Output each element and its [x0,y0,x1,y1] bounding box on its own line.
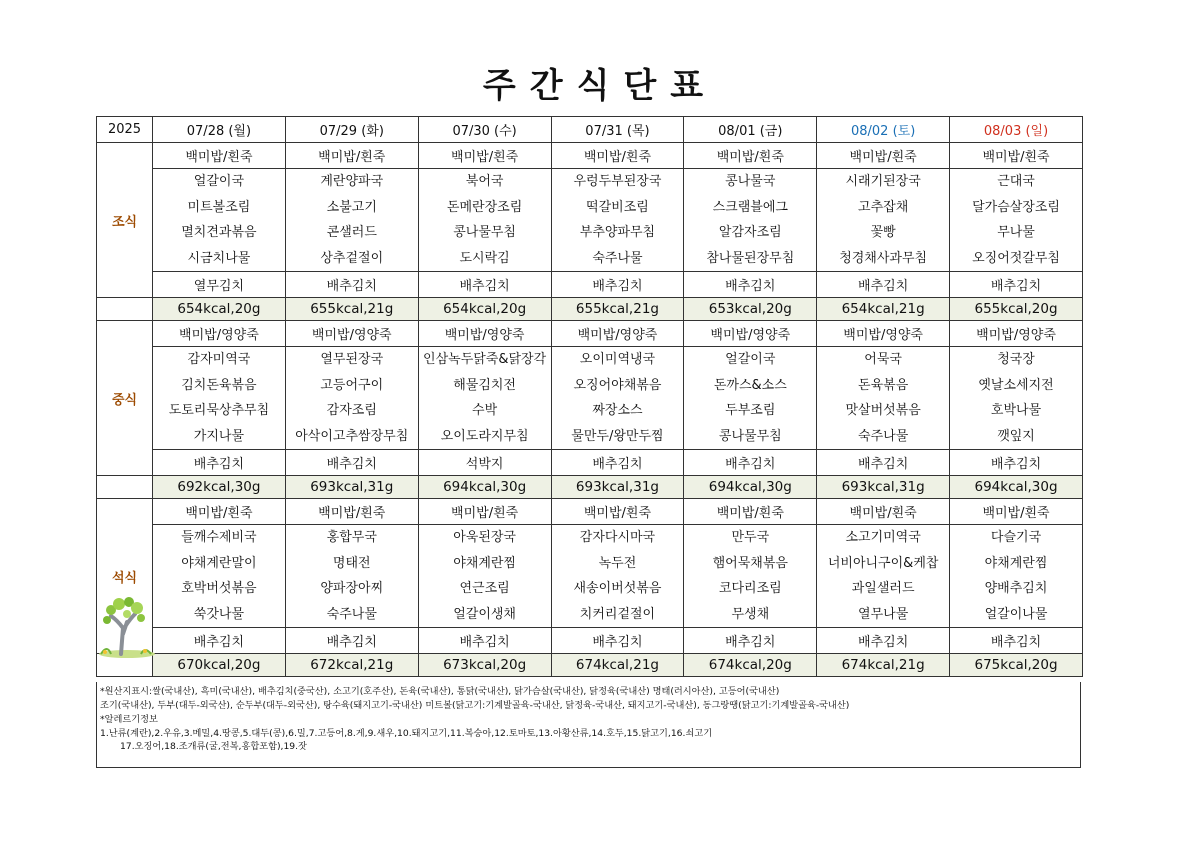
kcal-cell: 653kcal,20g [684,298,817,321]
rice-cell: 백미밥/영양죽 [684,321,817,347]
kimchi-cell: 배추김치 [418,628,551,654]
meal-label: 중식 [97,321,153,476]
dish-item: 소고기미역국 [845,530,921,545]
dish-item: 녹두전 [598,555,637,571]
dish-item: 근대국 [997,174,1035,189]
dish-item: 감자미역국 [187,352,251,367]
rice-cell: 백미밥/흰죽 [551,499,684,525]
rice-cell: 백미밥/흰죽 [817,143,950,169]
dish-cell [153,169,286,272]
rice-cell: 백미밥/영양죽 [950,321,1083,347]
kcal-cell: 674kcal,21g [551,654,684,677]
kcal-cell: 673kcal,20g [418,654,551,677]
dish-item: 명태전 [332,555,371,571]
dish-item: 오이도라지무침 [440,428,529,444]
dish-item: 감자조림 [326,403,377,418]
origin-note: *원산지표시:쌀(국내산), 흑미(국내산), 배추김치(중국산), 소고기(호주산), 돈육(국내산), 통닭(국내산), 닭가슴살(국내산), 닭정육(국내산) 명태(러시아산), 고등어(국내산) [100,686,780,697]
rice-cell: 백미밥/흰죽 [817,499,950,525]
rice-row [97,499,1083,525]
dish-cell [950,169,1083,272]
dish-cell [285,525,418,628]
dish-item: 과일샐러드 [851,581,915,596]
header-row [97,117,1083,143]
kcal-cell: 670kcal,20g [153,654,286,677]
kcal-cell: 674kcal,20g [684,654,817,677]
dishes-row [97,525,1083,628]
kcal-cell: 692kcal,30g [153,476,286,499]
dish-item: 가지나물 [193,428,245,444]
day-header-saturday: 08/02 (토) [817,117,950,143]
dish-item: 새송이버섯볶음 [573,581,662,596]
kimchi-cell: 열무김치 [153,272,286,298]
kcal-cell: 654kcal,20g [418,298,551,321]
dish-item: 콩나물무침 [453,225,516,240]
meal-label: 석식 [97,499,153,654]
kcal-cell: 693kcal,31g [817,476,950,499]
dish-item: 들깨수제비국 [181,530,257,545]
rice-cell: 백미밥/영양죽 [418,321,551,347]
dish-item: 계란양파국 [320,174,384,189]
kimchi-cell: 배추김치 [285,450,418,476]
kcal-cell: 655kcal,21g [551,298,684,321]
dish-cell [817,169,950,272]
dish-item: 시래기된장국 [845,174,921,189]
dish-item: 부추양파무침 [579,225,656,240]
dish-item: 떡갈비조림 [586,199,649,215]
notes-section [96,682,1081,768]
rice-cell: 백미밥/흰죽 [418,143,551,169]
rice-cell: 백미밥/흰죽 [950,143,1083,169]
rice-cell: 백미밥/영양죽 [551,321,684,347]
kcal-row [97,654,1083,677]
dish-item: 얼갈이국 [193,174,245,189]
rice-cell: 백미밥/흰죽 [153,143,286,169]
dish-item: 콩나물국 [725,174,776,189]
dish-item: 야채계란말이 [181,555,257,571]
kimchi-cell: 배추김치 [684,272,817,298]
dish-item: 아삭이고추쌈장무침 [295,428,409,444]
kimchi-cell: 배추김치 [817,450,950,476]
kcal-label-blank [97,298,153,321]
rice-cell: 백미밥/영양죽 [817,321,950,347]
kimchi-cell: 배추김치 [285,628,418,654]
rice-row [97,321,1083,347]
kcal-label-blank [97,476,153,499]
dishes-row [97,169,1083,272]
kimchi-cell: 배추김치 [950,272,1083,298]
dish-item: 물만두/왕만두찜 [571,428,664,444]
dish-item: 열무된장국 [320,352,384,367]
dish-item: 돈메란장조림 [446,199,523,215]
rice-cell: 백미밥/영양죽 [285,321,418,347]
day-header: 07/28 (월) [153,117,286,143]
dish-item: 꽃빵 [870,225,896,240]
dish-item: 홍합무국 [326,530,377,545]
kimchi-cell: 배추김치 [817,272,950,298]
dish-cell [418,169,551,272]
kimchi-cell: 배추김치 [950,628,1083,654]
kcal-row [97,476,1083,499]
dish-item: 김치돈육볶음 [181,377,257,393]
dish-cell [684,525,817,628]
dish-item: 치커리겉절이 [579,606,656,622]
dish-cell [551,525,684,628]
dish-cell [950,525,1083,628]
kimchi-cell: 배추김치 [551,272,684,298]
dish-item: 도토리묵상추무침 [168,403,270,418]
day-header: 07/31 (목) [551,117,684,143]
dish-item: 상추겉절이 [320,250,384,266]
dish-item: 돈까스&소스 [713,377,787,393]
rice-cell: 백미밥/흰죽 [684,143,817,169]
kimchi-cell: 배추김치 [817,628,950,654]
dish-item: 열무나물 [858,606,909,622]
kcal-cell: 654kcal,21g [817,298,950,321]
dish-item: 참나물된장무침 [706,250,795,266]
dish-item: 햄어묵채볶음 [712,555,788,571]
kimchi-row [97,628,1083,654]
dish-item: 돈육볶음 [858,377,909,393]
tree-illustration [97,594,155,658]
dish-item: 다슬기국 [990,530,1042,545]
dish-item: 양배추김치 [984,581,1048,596]
dish-item: 소불고기 [326,199,377,215]
dish-item: 숙주나물 [858,428,909,444]
dish-item: 감자다시마국 [579,530,656,545]
dish-item: 달가슴살장조림 [972,199,1060,215]
dish-cell [817,347,950,450]
dish-item: 무나물 [997,225,1035,240]
kcal-row [97,298,1083,321]
dish-item: 너비아니구이&케찹 [827,555,939,571]
dish-item: 수박 [472,403,498,418]
dish-item: 얼갈이국 [725,352,776,367]
meal-label: 조식 [97,143,153,298]
dish-cell [285,347,418,450]
rice-cell: 백미밥/흰죽 [950,499,1083,525]
dish-cell [950,347,1083,450]
weekly-menu-table [96,116,1083,677]
kcal-cell: 674kcal,21g [817,654,950,677]
dish-item: 만두국 [731,530,770,545]
rice-cell: 백미밥/흰죽 [153,499,286,525]
rice-cell: 백미밥/흰죽 [684,499,817,525]
dish-item: 아욱된장국 [453,530,516,545]
dish-item: 인삼녹두닭죽&닭장각 [423,352,547,367]
dish-item: 오이미역냉국 [579,352,656,367]
dish-item: 콘샐러드 [326,225,377,240]
day-header: 08/01 (금) [684,117,817,143]
kcal-cell: 694kcal,30g [950,476,1083,499]
dish-item: 얼갈이생채 [453,606,516,622]
kcal-cell: 675kcal,20g [950,654,1083,677]
dish-cell [418,525,551,628]
kimchi-cell: 배추김치 [418,272,551,298]
dish-item: 멸치견과볶음 [181,225,257,240]
kimchi-cell: 석박지 [418,450,551,476]
dish-item: 야채계란찜 [453,555,516,571]
rice-cell: 백미밥/흰죽 [418,499,551,525]
origin-note-continued: 조기(국내산), 두부(대두-외국산), 순두부(대두-외국산), 탕수육(돼지고기-국내산) 미트볼(닭고기:기계발골육-국내산, 닭정육-국내산, 돼지고기-국내산), 동그랑땡(닭고기:기계발골육-국내산) [100,700,850,712]
dish-item: 두부조림 [725,403,776,418]
year-cell: 2025 [97,117,153,143]
dish-item: 숙주나물 [592,250,643,266]
dish-item: 해물김치전 [453,377,516,393]
rice-cell: 백미밥/영양죽 [153,321,286,347]
dish-item: 야채계란찜 [984,555,1048,571]
kimchi-cell: 배추김치 [153,450,286,476]
dish-item: 콩나물무침 [718,428,782,444]
rice-cell: 백미밥/흰죽 [551,143,684,169]
dish-item: 무생채 [731,606,770,622]
dish-item: 맛살버섯볶음 [845,403,921,418]
kimchi-row [97,450,1083,476]
dish-cell [153,347,286,450]
dish-item: 코다리조림 [718,581,782,596]
kcal-cell: 672kcal,21g [285,654,418,677]
dish-cell [285,169,418,272]
kimchi-cell: 배추김치 [153,628,286,654]
allergy-list-continued: 17.오징어,18.조개류(굴,전복,홍합포함),19.잣 [120,740,307,752]
dish-item: 깻잎지 [997,428,1035,444]
dish-item: 스크램블에그 [712,199,788,215]
kimchi-cell: 배추김치 [950,450,1083,476]
kcal-cell: 655kcal,21g [285,298,418,321]
day-header: 07/30 (수) [418,117,551,143]
dish-cell [684,169,817,272]
dish-cell [551,169,684,272]
kimchi-cell: 배추김치 [684,450,817,476]
dish-cell [153,525,286,628]
dish-item: 호박버섯볶음 [181,581,257,596]
dish-item: 고등어구이 [320,377,384,393]
dish-item: 고추잡채 [858,199,909,215]
kimchi-cell: 배추김치 [684,628,817,654]
dish-item: 시금치나물 [187,250,251,266]
kcal-cell: 693kcal,31g [285,476,418,499]
rice-row [97,143,1083,169]
rice-cell: 백미밥/흰죽 [285,143,418,169]
dish-item: 오징어젓갈무침 [972,250,1060,266]
dish-item: 옛날소세지전 [978,377,1054,393]
page-title: 주간식단표 [482,66,718,106]
kcal-cell: 654kcal,20g [153,298,286,321]
kcal-cell: 693kcal,31g [551,476,684,499]
dish-item: 미트볼조림 [187,199,251,215]
kcal-cell: 694kcal,30g [684,476,817,499]
dish-item: 알감자조림 [718,225,782,240]
dish-item: 청국장 [997,352,1035,367]
dish-item: 쑥갓나물 [193,606,245,622]
kcal-cell: 655kcal,20g [950,298,1083,321]
dish-item: 오징어야채볶음 [573,377,662,393]
day-header: 07/29 (화) [285,117,418,143]
dish-cell [684,347,817,450]
kimchi-cell: 배추김치 [551,450,684,476]
kimchi-row [97,272,1083,298]
kimchi-cell: 배추김치 [285,272,418,298]
dish-item: 어묵국 [864,352,902,367]
kimchi-cell: 배추김치 [551,628,684,654]
dish-item: 북어국 [465,174,504,189]
dish-cell [418,347,551,450]
dish-item: 짜장소스 [592,403,643,418]
dish-cell [817,525,950,628]
kcal-cell: 694kcal,30g [418,476,551,499]
dish-item: 호박나물 [990,403,1042,418]
dish-item: 얼갈이나물 [984,606,1048,622]
dish-item: 연근조림 [459,581,510,596]
dishes-row [97,347,1083,450]
allergy-list: 1.난류(계란),2.우유,3.메밀,4.땅콩,5.대두(콩),6.밀,7.고등어,8.게,9.새우,10.돼지고기,11.복숭아,12.토마토,13.아황산류,14.호두,15.닭고기,16.쇠고기 [100,727,713,739]
rice-cell: 백미밥/흰죽 [285,499,418,525]
dish-item: 우렁두부된장국 [573,174,662,189]
dish-cell [551,347,684,450]
day-header-sunday: 08/03 (일) [950,117,1083,143]
dish-item: 숙주나물 [326,606,377,622]
dish-item: 도시락김 [459,250,510,266]
allergy-title: *알레르기정보 [100,714,158,726]
dish-item: 양파장아찌 [320,581,384,596]
dish-item: 청경채사과무침 [839,250,928,266]
